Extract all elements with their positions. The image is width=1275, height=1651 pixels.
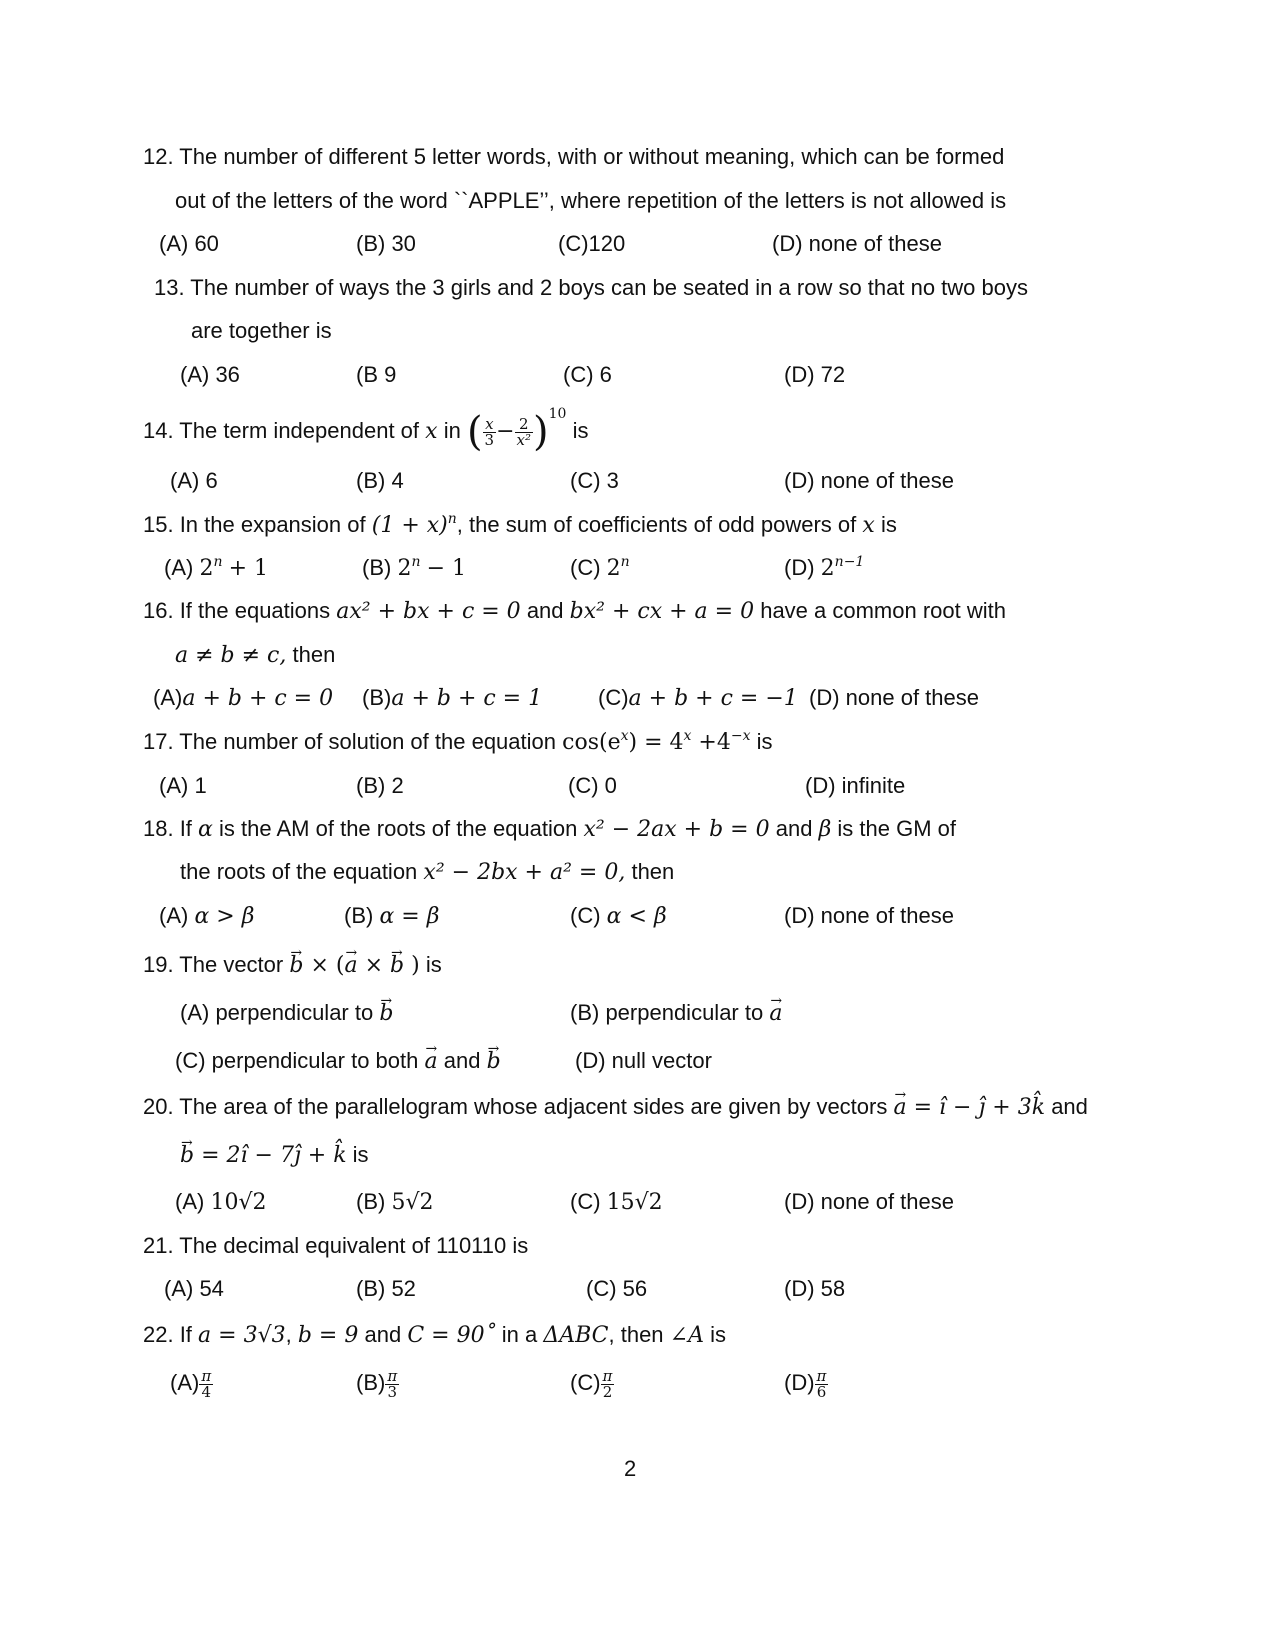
q14-minus: − xyxy=(496,419,515,444)
q16-option-d: (D) none of these xyxy=(809,685,979,710)
q22-option-c-frac xyxy=(601,1366,615,1401)
q14-question xyxy=(143,405,588,457)
q18-option-c-value: α < β xyxy=(606,904,667,929)
q20-option-d: (D) none of these xyxy=(784,1189,954,1214)
q15-suffix: is xyxy=(880,512,897,537)
q14-option-b: (B) 4 xyxy=(356,468,404,493)
q22-b-eq: b = 9 xyxy=(297,1323,359,1348)
q21-question: 21. The decimal equivalent of 110110 is xyxy=(143,1233,529,1258)
q14-var: x xyxy=(425,419,438,444)
q19-vector-b: → b xyxy=(289,951,303,981)
q17-question xyxy=(143,727,773,758)
q14-lparen: ( xyxy=(466,409,483,456)
q22-option-b xyxy=(356,1368,399,1400)
q18-eq1: x² − 2ax + b = 0 xyxy=(583,817,770,842)
q22-option-d-num: π xyxy=(816,1366,827,1385)
q20-prefix: 20. The area of the parallelogram whose adjacent sides are given by vectors xyxy=(143,1094,888,1119)
q14-option-a: (A) 6 xyxy=(170,468,218,493)
q18-alpha: α xyxy=(198,817,213,842)
q22-option-a xyxy=(170,1368,213,1400)
q15-option-c-base: 2 xyxy=(606,556,621,581)
q15-option-a-rest: + 1 xyxy=(228,556,269,581)
q19-close: ) xyxy=(404,953,420,978)
q16-suffix: have a common root with xyxy=(760,598,1006,623)
q15-question xyxy=(143,510,897,541)
q22-option-a-num: π xyxy=(201,1366,212,1385)
q19-vector-b2: → b xyxy=(390,951,404,981)
q14-option-d: (D) none of these xyxy=(784,468,954,493)
q12-option-d: (D) none of these xyxy=(772,231,942,256)
q22-prefix: 22. If xyxy=(143,1322,192,1347)
q18-text-d: is the GM of xyxy=(837,816,956,841)
q15-option-d-base: 2 xyxy=(820,556,835,581)
q22-triangle: ΔABC xyxy=(543,1323,609,1348)
q19-option-a-vector: → b xyxy=(379,999,393,1029)
q22-then: , then xyxy=(608,1322,664,1347)
q15-option-d-label: (D) xyxy=(784,555,815,580)
q22-option-b-label: (B) xyxy=(356,1370,386,1395)
q17-eq-c: +4 xyxy=(691,730,731,755)
q18-text-e: the roots of the equation xyxy=(180,859,418,884)
q13-option-c: (C) 6 xyxy=(563,362,612,387)
q22-option-c-den: 2 xyxy=(602,1382,613,1401)
q15-option-a-base: 2 xyxy=(199,556,214,581)
q15-expr-exp: n xyxy=(447,511,457,527)
q22-option-c-num: π xyxy=(602,1366,613,1385)
q22-question xyxy=(143,1320,726,1351)
q18-option-c xyxy=(570,901,667,932)
q14-exponent: 10 xyxy=(548,406,567,422)
q17-option-d: (D) infinite xyxy=(805,773,906,798)
q22-option-c xyxy=(570,1368,614,1400)
q19-option-d: (D) null vector xyxy=(575,1048,712,1073)
q19-option-a xyxy=(180,998,393,1029)
q17-eq-a: cos(e xyxy=(562,730,621,755)
q19-option-c-text: (C) perpendicular to both xyxy=(175,1048,419,1073)
q19-option-c-vector-a: → a xyxy=(424,1047,437,1077)
q13-option-b: (B 9 xyxy=(356,362,397,387)
q15-option-b-base: 2 xyxy=(397,556,412,581)
q15-option-a-exp: n xyxy=(213,554,223,570)
q18-option-b-value: α = β xyxy=(379,904,440,929)
q22-in: in a xyxy=(501,1322,538,1347)
q21-option-a: (A) 54 xyxy=(164,1276,224,1301)
q15-option-b-label: (B) xyxy=(362,555,392,580)
q12-option-c: (C)120 xyxy=(558,231,626,256)
q17-eq-c-exp: −x xyxy=(730,728,751,744)
q16-then: then xyxy=(292,642,336,667)
q16-option-a-value: a + b + c = 0 xyxy=(182,686,334,711)
q17-option-b: (B) 2 xyxy=(356,773,404,798)
q18-option-a-label: (A) xyxy=(159,903,189,928)
q14-frac2 xyxy=(515,414,533,449)
q18-eq2: x² − 2bx + a² = 0, xyxy=(423,860,626,885)
q16-eq1: ax² + bx + c = 0 xyxy=(336,599,521,624)
q15-option-b-exp: n xyxy=(411,554,421,570)
q16-option-c xyxy=(598,683,798,714)
q16-and: and xyxy=(526,598,564,623)
q19-option-c-and: and xyxy=(443,1048,481,1073)
q20-b-eq: = 2î − 7ĵ + k̂ xyxy=(194,1143,347,1168)
q14-in: in xyxy=(443,418,461,443)
q20-option-b-value: 5√2 xyxy=(391,1190,434,1215)
q18-then: then xyxy=(631,859,675,884)
q20-line1 xyxy=(143,1092,1088,1123)
q16-line1 xyxy=(143,596,1006,627)
q19-option-b-vector: → a xyxy=(769,999,782,1029)
q18-text-b: is the AM of the roots of the equation xyxy=(219,816,578,841)
q19-prefix: 19. The vector xyxy=(143,952,284,977)
q18-option-d: (D) none of these xyxy=(784,903,954,928)
q14-frac2-den: x² xyxy=(516,430,532,449)
q19-times2: × xyxy=(357,953,391,978)
q22-option-d-den: 6 xyxy=(816,1382,827,1401)
q16-option-b-value: a + b + c = 1 xyxy=(391,686,543,711)
q20-option-c xyxy=(570,1187,663,1218)
q16-option-b xyxy=(362,683,542,714)
q19-vector-a: → a xyxy=(344,951,357,981)
q19-option-c xyxy=(175,1046,501,1077)
q17-suffix: is xyxy=(756,729,773,754)
q15-option-c-label: (C) xyxy=(570,555,601,580)
q20-option-b xyxy=(356,1187,433,1218)
q16-condition: a ≠ b ≠ c, xyxy=(175,643,287,668)
q14-frac1 xyxy=(483,414,497,449)
q22-option-c-label: (C) xyxy=(570,1370,601,1395)
q16-line2 xyxy=(175,640,335,671)
q14-option-c: (C) 3 xyxy=(570,468,619,493)
q15-mid: , the sum of coefficients of odd powers of xyxy=(456,512,857,537)
q13-line1: 13. The number of ways the 3 girls and 2 boys can be seated in a row so that no two boys xyxy=(154,275,1028,300)
q20-suffix: is xyxy=(352,1142,369,1167)
q12-line2: out of the letters of the word ``APPLE’’, where repetition of the letters is not allowed is xyxy=(175,188,1007,213)
q17-option-a: (A) 1 xyxy=(159,773,207,798)
q16-option-a xyxy=(153,683,333,714)
q20-option-a-value: 10√2 xyxy=(210,1190,267,1215)
q20-option-a-label: (A) xyxy=(175,1189,205,1214)
q18-text-c: and xyxy=(775,816,813,841)
q17-option-c: (C) 0 xyxy=(568,773,617,798)
q18-option-b xyxy=(344,901,439,932)
q15-option-b-rest: − 1 xyxy=(426,556,467,581)
q15-var: x xyxy=(862,513,875,538)
q21-option-c: (C) 56 xyxy=(586,1276,648,1301)
q22-angle: ∠A xyxy=(669,1323,704,1348)
q19-option-b-text: (B) perpendicular to xyxy=(570,1000,764,1025)
q19-option-c-vector-b: → b xyxy=(487,1047,501,1077)
q15-expr: (1 + x) xyxy=(371,513,448,538)
q22-option-b-num: π xyxy=(387,1366,398,1385)
q22-option-b-den: 3 xyxy=(387,1382,398,1401)
q22-option-d-label: (D) xyxy=(784,1370,815,1395)
q12-line1: 12. The number of different 5 letter words, with or without meaning, which can be formed xyxy=(143,144,1005,169)
q22-option-d-frac xyxy=(815,1366,829,1401)
q22-comma: , xyxy=(285,1322,292,1347)
q22-c-eq: C = 90˚ xyxy=(407,1323,496,1348)
q16-option-c-label: (C) xyxy=(598,685,629,710)
q19-option-a-text: (A) perpendicular to xyxy=(180,1000,374,1025)
q19-option-b xyxy=(570,998,782,1029)
q20-option-a xyxy=(175,1187,266,1218)
page-number: 2 xyxy=(624,1456,637,1481)
q20-line2 xyxy=(180,1140,369,1171)
q15-option-d-exp: n−1 xyxy=(834,554,865,570)
q13-option-d: (D) 72 xyxy=(784,362,846,387)
q15-option-a xyxy=(164,553,268,584)
q16-option-b-label: (B) xyxy=(362,685,392,710)
q22-and: and xyxy=(364,1322,402,1347)
q17-eq-b: ) = 4 xyxy=(628,730,684,755)
q19-times1: × ( xyxy=(303,953,345,978)
q20-option-c-value: 15√2 xyxy=(606,1190,663,1215)
q12-option-a: (A) 60 xyxy=(159,231,219,256)
q19-suffix: is xyxy=(425,952,442,977)
q21-option-d: (D) 58 xyxy=(784,1276,846,1301)
q17-eq-b-exp: x xyxy=(683,728,692,744)
q20-and: and xyxy=(1051,1094,1088,1119)
q14-frac2-num: 2 xyxy=(515,417,533,433)
q14-frac1-num: x xyxy=(483,417,497,433)
q15-option-d xyxy=(784,553,864,584)
q15-prefix: 15. In the expansion of xyxy=(143,512,366,537)
q16-prefix: 16. If the equations xyxy=(143,598,331,623)
q13-line2: are together is xyxy=(191,318,332,343)
q17-prefix: 17. The number of solution of the equation xyxy=(143,729,556,754)
q14-suffix: is xyxy=(572,418,589,443)
q21-option-b: (B) 52 xyxy=(356,1276,416,1301)
q14-frac1-den: 3 xyxy=(484,430,495,449)
q15-option-c-exp: n xyxy=(620,554,630,570)
q18-option-a-value: α > β xyxy=(194,904,255,929)
q18-option-c-label: (C) xyxy=(570,903,601,928)
q22-a-eq: a = 3√3 xyxy=(198,1323,286,1348)
q20-a-eq: = î − ĵ + 3k̂ xyxy=(906,1095,1046,1120)
q17-eq-a-exp: x xyxy=(620,728,629,744)
q20-option-b-label: (B) xyxy=(356,1189,386,1214)
q12-option-b: (B) 30 xyxy=(356,231,416,256)
q18-beta: β xyxy=(818,817,832,842)
q20-option-c-label: (C) xyxy=(570,1189,601,1214)
q18-line2 xyxy=(180,857,674,888)
q15-option-b xyxy=(362,553,466,584)
q18-option-b-label: (B) xyxy=(344,903,374,928)
q22-option-a-frac xyxy=(199,1366,213,1401)
q22-suffix: is xyxy=(710,1322,727,1347)
q13-option-a: (A) 36 xyxy=(180,362,240,387)
q14-prefix: 14. The term independent of xyxy=(143,418,420,443)
q18-text-a: 18. If xyxy=(143,816,192,841)
q22-option-d xyxy=(784,1368,828,1400)
q18-option-a xyxy=(159,901,254,932)
q15-option-a-label: (A) xyxy=(164,555,194,580)
q15-option-c xyxy=(570,553,630,584)
q16-option-c-value: a + b + c = −1 xyxy=(628,686,798,711)
q22-option-a-label: (A) xyxy=(170,1370,200,1395)
q18-line1 xyxy=(143,814,956,845)
q20-vector-a: → a xyxy=(893,1093,906,1123)
q16-eq2: bx² + cx + a = 0 xyxy=(569,599,755,624)
q22-option-a-den: 4 xyxy=(201,1382,212,1401)
q20-vector-b: → b xyxy=(180,1141,194,1171)
q22-option-b-frac xyxy=(385,1366,399,1401)
q16-option-a-label: (A) xyxy=(153,685,183,710)
q19-question xyxy=(143,950,442,981)
q14-rparen: ) xyxy=(533,409,549,456)
